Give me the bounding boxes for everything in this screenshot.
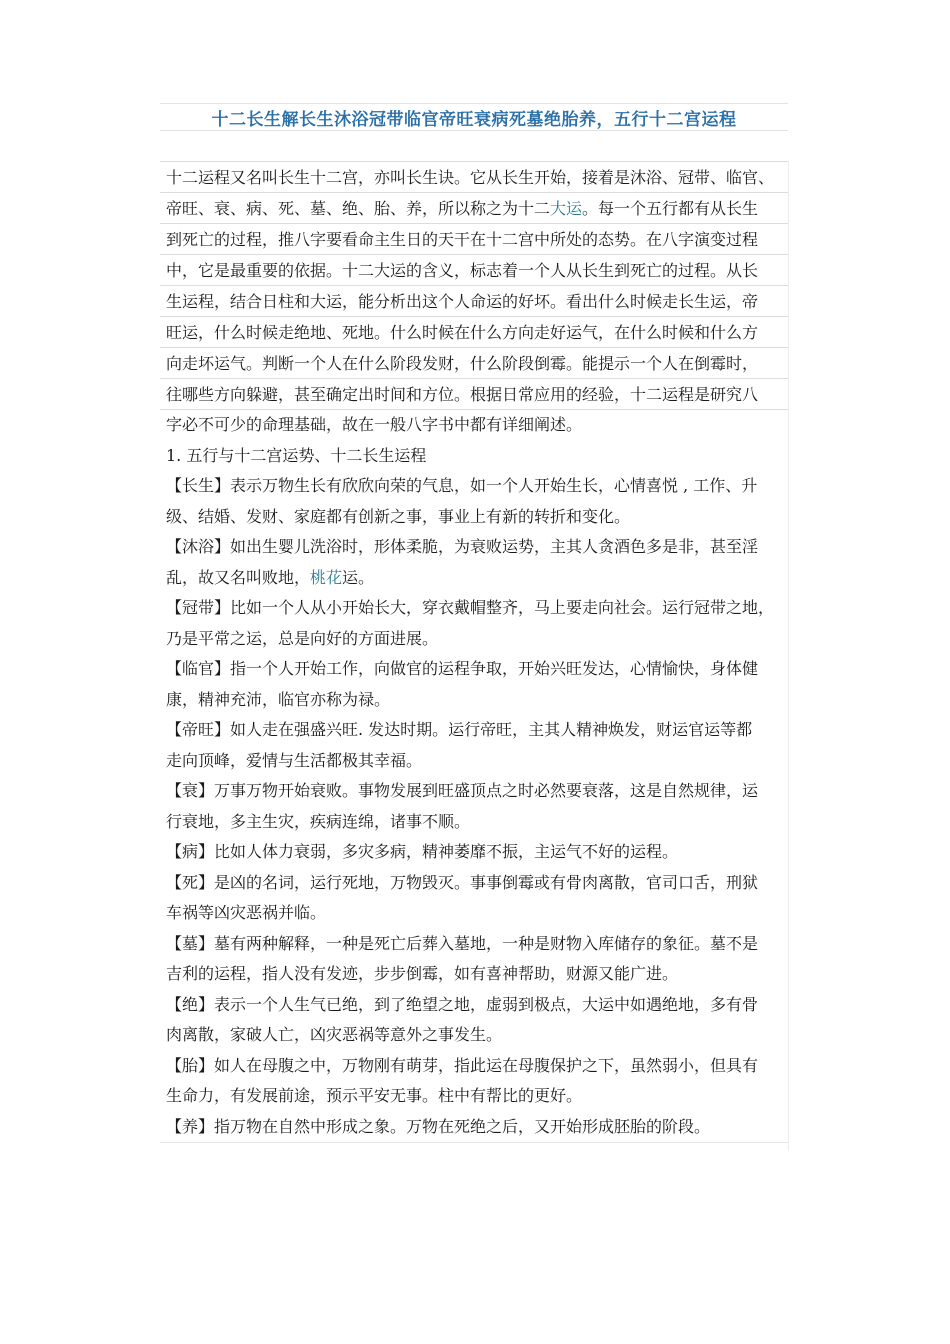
text-segment: 乱，故又名叫败地， bbox=[166, 567, 311, 587]
text-segment: 。每一个五行都有从长生 bbox=[582, 199, 759, 218]
text-line: 【帝旺】如人走在强盛兴旺. 发达时期。运行帝旺，主其人精神焕发，财运官运等都 bbox=[166, 720, 753, 739]
text-line: 康，精神充沛，临官亦称为禄。 bbox=[166, 689, 391, 709]
text-line: 【病】比如人体力衰弱，多灾多病，精神萎靡不振，主运气不好的运程。 bbox=[166, 842, 679, 861]
text-line: 【冠带】比如一个人从小开始长大，穿衣戴帽整齐，马上要走向社会。运行冠带之地， bbox=[166, 598, 775, 617]
inline-link[interactable]: 大运 bbox=[550, 199, 583, 218]
text-line: 1. 五行与十二宫运势、十二长生运程 bbox=[166, 445, 427, 465]
text-line: 吉利的运程，指人没有发迹，步步倒霉，如有喜神帮助，财源又能广进。 bbox=[166, 964, 679, 983]
intro-line: 到死亡的过程，推八字要看命主生日的天干在十二宫中所处的态势。在八字演变过程 bbox=[160, 224, 788, 255]
text-line: 【死】是凶的名词，运行死地，万物毁灭。事事倒霉或有骨肉离散，官司口舌，刑狱 bbox=[166, 872, 759, 892]
text-line: 【绝】表示一个人生气已绝，到了绝望之地，虚弱到极点，大运中如遇绝地，多有骨 bbox=[166, 994, 759, 1014]
text-line: 【衰】万事万物开始衰败。事物发展到旺盛顶点之时必然要衰落，这是自然规律，运 bbox=[166, 781, 759, 800]
intro-paragraph bbox=[160, 161, 788, 410]
text-segment: 运。 bbox=[342, 567, 375, 587]
text-line bbox=[160, 563, 788, 594]
page-title: 十二长生解长生沐浴冠带临官帝旺衰病死墓绝胎养，五行十二宫运程 bbox=[160, 103, 788, 131]
text-line: 乃是平常之运，总是向好的方面进展。 bbox=[166, 628, 439, 648]
text-line: 【墓】墓有两种解释，一种是死亡后葬入墓地，一种是财物入库储存的象征。墓不是 bbox=[166, 933, 759, 953]
article-body bbox=[160, 161, 789, 1151]
intro-line: 生运程，结合日柱和大运，能分析出这个人命运的好坏。看出什么时候走长生运，帝 bbox=[160, 286, 788, 317]
intro-line: 十二运程又名叫长生十二宫，亦叫长生诀。它从长生开始，接着是沐浴、冠带、临官、 bbox=[160, 162, 788, 193]
text-segment: 帝旺、衰、病、死、墓、绝、胎、养，所以称之为十二 bbox=[166, 199, 551, 218]
intro-line bbox=[160, 193, 788, 224]
intro-line: 向走坏运气。判断一个人在什么阶段发财，什么阶段倒霉。能提示一个人在倒霉时， bbox=[160, 348, 788, 379]
text-line: 【长生】表示万物生长有欣欣向荣的气息，如一个人开始生长，心情喜悦 , 工作、升 bbox=[166, 476, 758, 495]
text-line: 生命力，有发展前途，预示平安无事。柱中有帮比的更好。 bbox=[166, 1086, 583, 1105]
intro-line: 旺运，什么时候走绝地、死地。什么时候在什么方向走好运气，在什么时候和什么方 bbox=[160, 317, 788, 348]
text-line: 走向顶峰，爱情与生活都极其幸福。 bbox=[166, 750, 423, 770]
text-line: 字必不可少的命理基础，故在一般八字书中都有详细阐述。 bbox=[166, 415, 583, 434]
text-line: 行衰地，多主生灾，疾病连绵，诸事不顺。 bbox=[166, 811, 471, 831]
intro-line: 往哪些方向躲避，甚至确定出时间和方位。根据日常应用的经验，十二运程是研究八 bbox=[160, 379, 788, 410]
inline-link[interactable]: 桃花 bbox=[310, 567, 343, 587]
main-text bbox=[160, 410, 788, 1143]
intro-line: 中，它是最重要的依据。十二大运的含义，标志着一个人从长生到死亡的过程。从长 bbox=[160, 255, 788, 286]
text-line: 车祸等凶灾恶祸并临。 bbox=[166, 903, 327, 922]
text-line: 【临官】指一个人开始工作，向做官的运程争取，开始兴旺发达，心情愉快，身体健 bbox=[166, 659, 759, 678]
text-line: 级、结婚、发财、家庭都有创新之事，事业上有新的转折和变化。 bbox=[166, 506, 631, 526]
text-line: 【沐浴】如出生婴儿洗浴时，形体柔脆，为衰败运势，主其人贪酒色多是非，甚至淫 bbox=[166, 537, 759, 556]
text-line: 【胎】如人在母腹之中，万物刚有萌芽，指此运在母腹保护之下，虽然弱小，但具有 bbox=[166, 1055, 759, 1075]
text-line: 【养】指万物在自然中形成之象。万物在死绝之后，又开始形成胚胎的阶段。 bbox=[160, 1112, 788, 1144]
text-line: 肉离散，家破人亡，凶灾恶祸等意外之事发生。 bbox=[166, 1025, 503, 1044]
